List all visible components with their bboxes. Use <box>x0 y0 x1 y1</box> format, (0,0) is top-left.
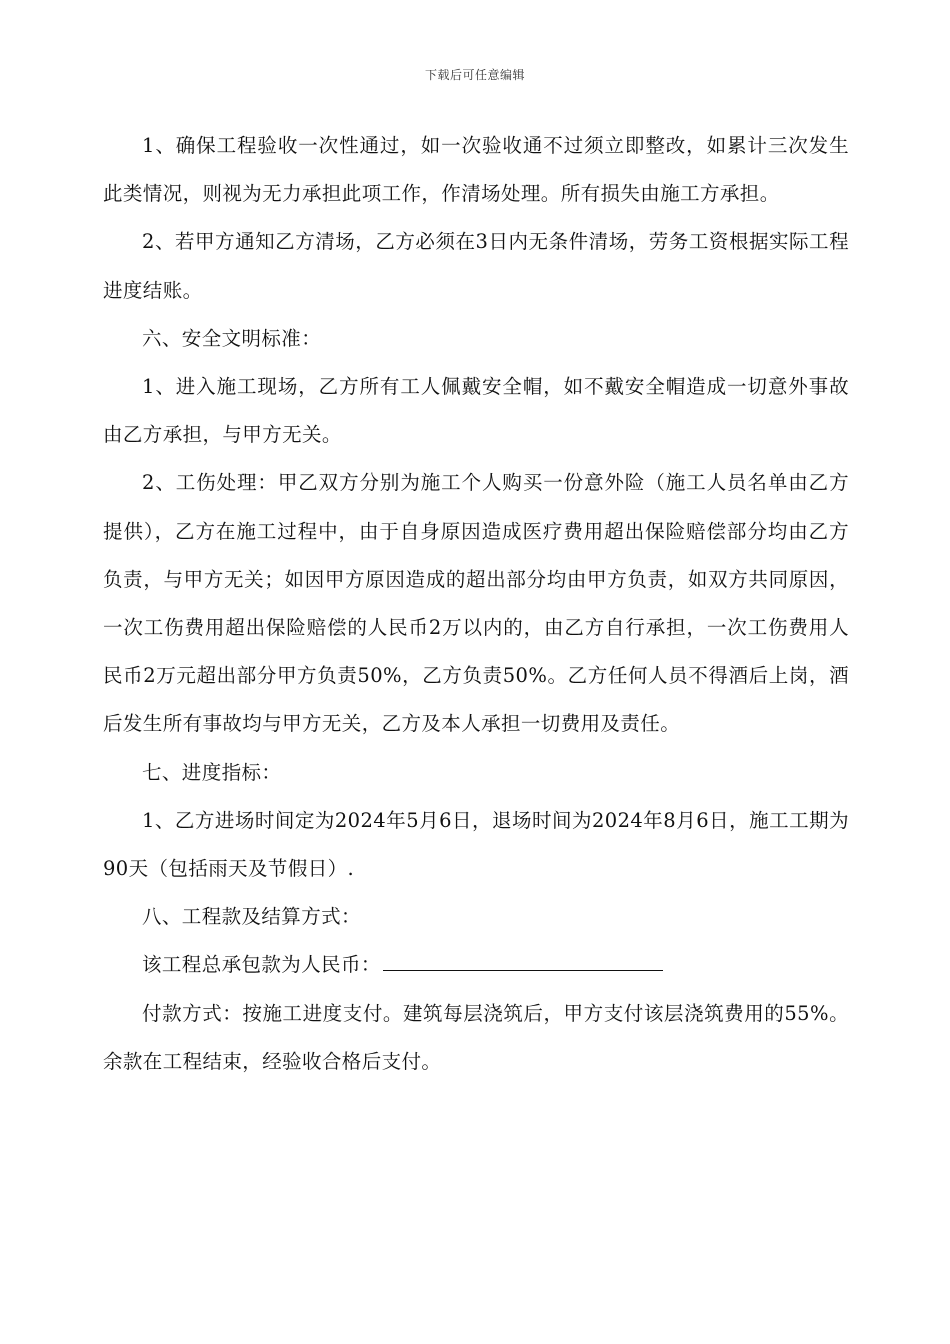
clause-paragraph: 1、确保工程验收一次性通过，如一次验收通不过须立即整改，如累计三次发生此类情况，则视为无力承担此项工作，作清场处理。所有损失由施工方承担。 <box>103 134 849 206</box>
clause-paragraph: 2、工伤处理：甲乙双方分别为施工个人购买一份意外险（施工人员名单由乙方提供），乙方在施工过程中，由于自身原因造成医疗费用超出保险赔偿部分均由乙方负责，与甲方无关；如因甲方原因造成的超出部分均由甲方负责，如双方共同原因，一次工伤费用超出保险赔偿的人民币2万以内的，由乙方自行承担，一次工伤费用人民币2万元超出部分甲方负责50%，乙方负责50%。乙方任何人员不得酒后上岗，酒后发生所有事故均与甲方无关，乙方及本人承担一切费用及责任。 <box>103 471 849 736</box>
section-heading: 七、进度指标： <box>142 760 282 784</box>
clause-paragraph: 1、乙方进场时间定为2024年5月6日，退场时间为2024年8月6日，施工工期为90天（包括雨天及节假日）. <box>103 808 849 881</box>
clause-paragraph: 1、进入施工现场，乙方所有工人佩戴安全帽，如不戴安全帽造成一切意外事故由乙方承担，与甲方无关。 <box>103 375 849 447</box>
total-price-label: 该工程总承包款为人民币： <box>142 953 381 977</box>
total-price-blank <box>383 949 663 971</box>
section-heading: 八、工程款及结算方式： <box>142 905 361 929</box>
total-price-line <box>103 941 849 989</box>
page-header: 下载后可任意编辑 <box>424 68 525 82</box>
document-body <box>103 122 849 1086</box>
section-heading: 六、安全文明标准： <box>142 326 322 350</box>
payment-paragraph: 付款方式：按施工进度支付。建筑每层浇筑后，甲方支付该层浇筑费用的55%。余款在工程结束，经验收合格后支付。 <box>103 1001 849 1073</box>
clause-paragraph: 2、若甲方通知乙方清场，乙方必须在3日内无条件清场，劳务工资根据实际工程进度结账。 <box>103 230 849 302</box>
